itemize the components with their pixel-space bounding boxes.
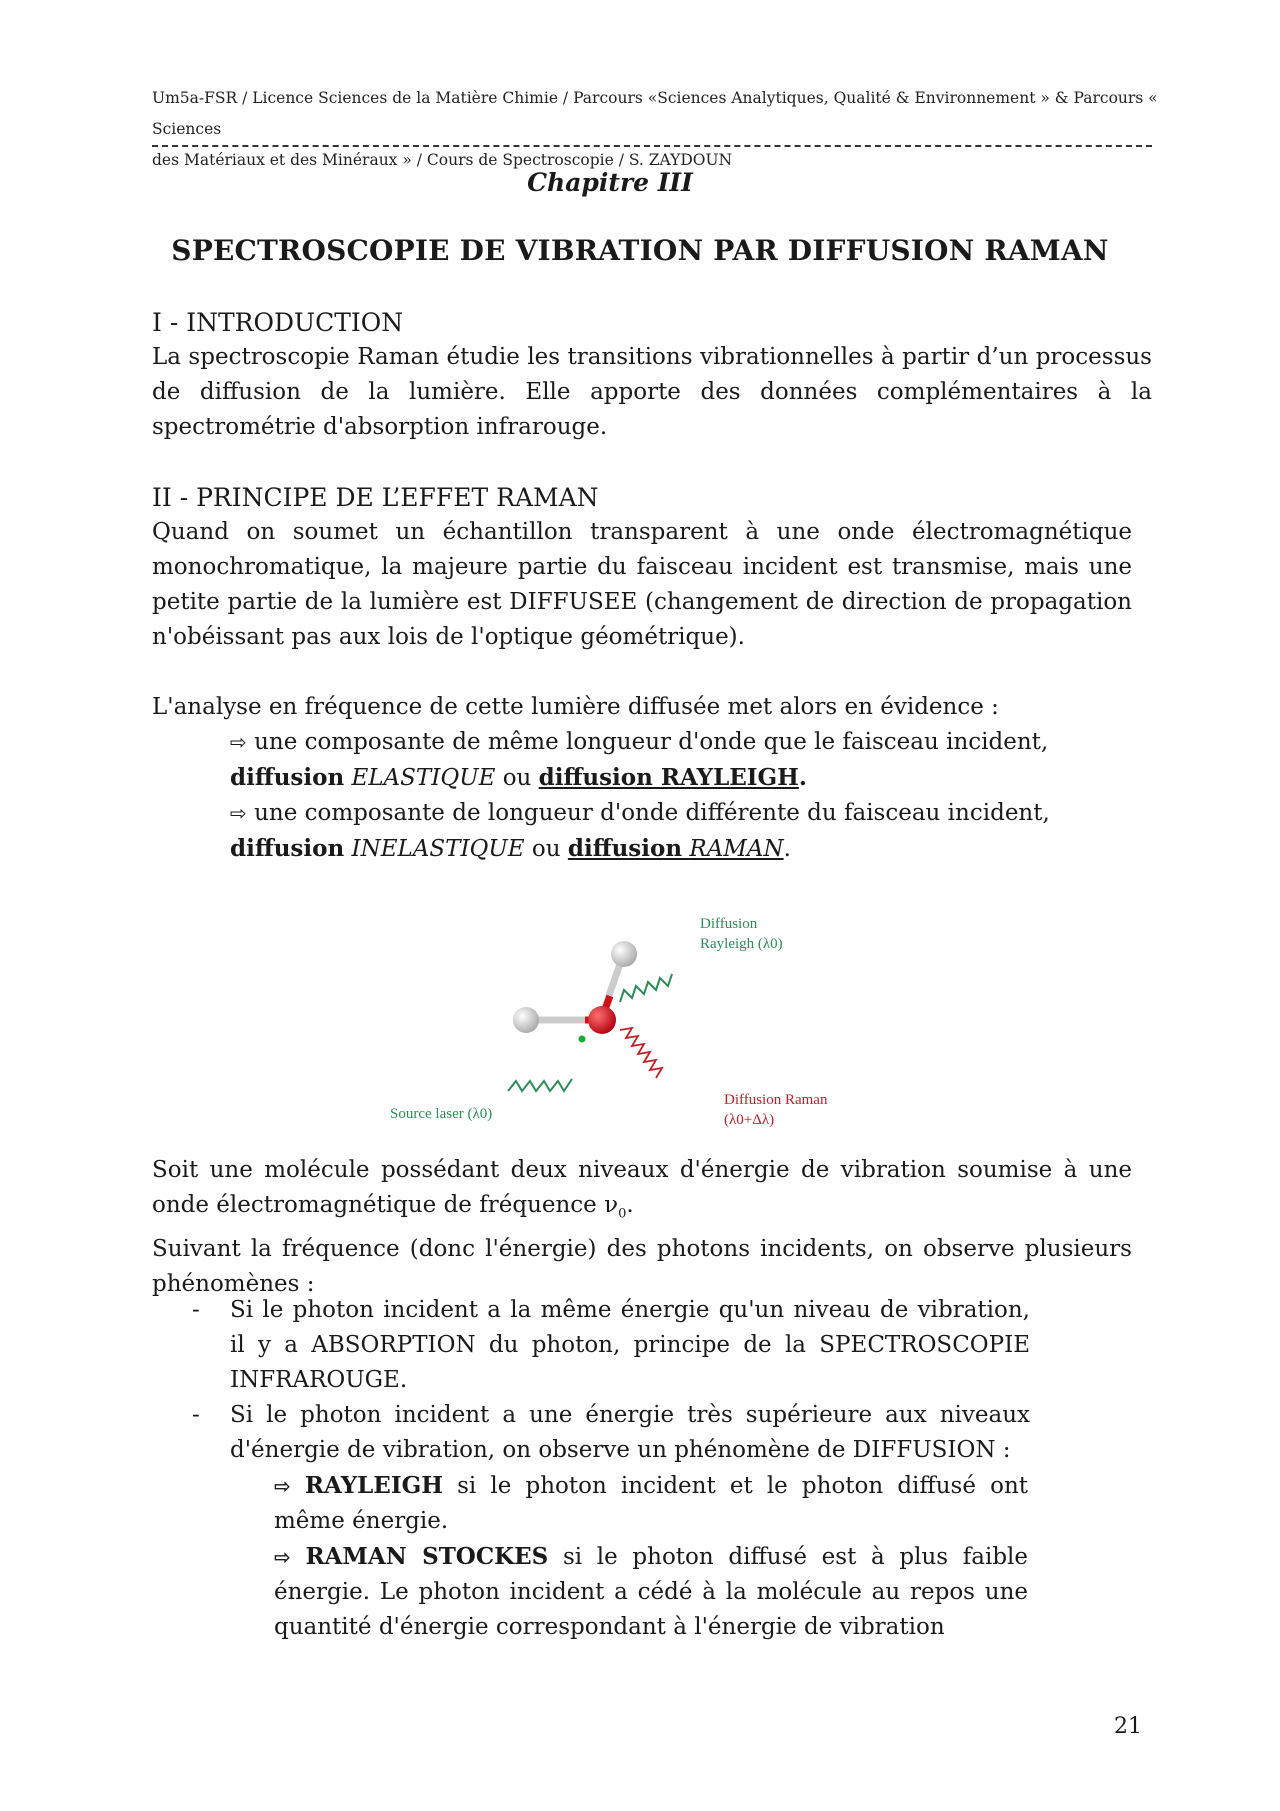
interaction-point bbox=[579, 1036, 586, 1043]
source-laser-label: Source laser (λ0) bbox=[390, 1106, 493, 1122]
phenomenes-paragraph: Suivant la fréquence (donc l'énergie) des photons incidents, on observe plusieurs phénomènes : bbox=[152, 1235, 1132, 1297]
sub-item-raman-term: RAMAN STOCKES bbox=[305, 1543, 549, 1570]
item-raman-term-raman: RAMAN bbox=[689, 836, 784, 862]
analysis-intro: L'analyse en fréquence de cette lumière diffusée met alors en évidence : bbox=[152, 694, 999, 720]
raman-scattering-diagram bbox=[380, 908, 880, 1158]
rayleigh-label-2: Rayleigh (λ0) bbox=[700, 936, 783, 952]
section-principe bbox=[152, 480, 1132, 867]
section-heading-principe: II - PRINCIPE DE L’EFFET RAMAN bbox=[152, 483, 599, 512]
page-number: 21 bbox=[1114, 1714, 1142, 1739]
item-rayleigh-diffusion: diffusion bbox=[230, 764, 345, 791]
item-raman-line1: une composante de longueur d'onde différente du faisceau incident, bbox=[254, 800, 1050, 826]
list-item-absorption bbox=[152, 1293, 1030, 1398]
header-line-1: Um5a-FSR / Licence Sciences de la Matière Chimie / Parcours «Sciences Analytiques, Qualité & Environnement » & Parcours « Sciences bbox=[152, 89, 1158, 138]
arrow-right-icon: ⇨ bbox=[274, 1545, 291, 1569]
raman-label-1: Diffusion Raman bbox=[724, 1092, 828, 1108]
laser-wave bbox=[508, 1079, 572, 1091]
phenomena-list bbox=[152, 1293, 1152, 1645]
sub-item-rayleigh-text: si le photon incident et le photon diffusé ont même énergie. bbox=[274, 1473, 1029, 1534]
section-introduction bbox=[152, 305, 1152, 445]
item-rayleigh-line1: une composante de même longueur d'onde que le faisceau incident, bbox=[254, 729, 1049, 755]
sub-item-raman-stockes bbox=[152, 1539, 1028, 1645]
list-item-diffusion-text: Si le photon incident a une énergie très supérieure aux niveaux d'énergie de vibration, on observe un phénomène de DIFFUSION : bbox=[230, 1402, 1030, 1463]
nu-subscript: 0 bbox=[618, 1206, 627, 1222]
item-rayleigh-elastique: ELASTIQUE bbox=[351, 765, 496, 791]
running-header bbox=[152, 83, 1202, 176]
item-rayleigh-end: . bbox=[798, 764, 807, 791]
sub-item-rayleigh bbox=[152, 1468, 1028, 1539]
section-phenomenes bbox=[152, 1153, 1132, 1302]
list-dash: - bbox=[192, 1402, 200, 1428]
oxygen-atom bbox=[588, 1006, 616, 1034]
arrow-right-icon: ⇨ bbox=[230, 801, 247, 825]
principe-paragraph: Quand on soumet un échantillon transparent à une onde électromagnétique monochromatique, la majeure partie du faisceau incident est transmise, mais une petite partie de la lumière est DIFFUSEE (changement de direction de propagation n'obéissant pas aux lois de l'optique géométrique). bbox=[152, 519, 1132, 650]
molecule-paragraph-text: Soit une molécule possédant deux niveaux d'énergie de vibration soumise à une onde électromagnétique de fréquence ν bbox=[152, 1157, 1132, 1218]
item-rayleigh-term: diffusion RAYLEIGH bbox=[538, 764, 799, 791]
raman-label-2: (λ0+Δλ) bbox=[724, 1112, 775, 1128]
molecule-paragraph bbox=[152, 1153, 1132, 1232]
section-heading-introduction: I - INTRODUCTION bbox=[152, 308, 404, 337]
sub-item-rayleigh-term: RAYLEIGH bbox=[304, 1472, 443, 1499]
chapter-label: Chapitre III bbox=[527, 168, 693, 197]
hydrogen-atom-top bbox=[611, 941, 637, 967]
item-raman-term bbox=[568, 836, 784, 862]
raman-wave bbox=[620, 1028, 662, 1078]
item-rayleigh-ou: ou bbox=[502, 765, 532, 791]
item-raman-ou: ou bbox=[531, 836, 561, 862]
item-raman bbox=[152, 796, 1132, 867]
hydrogen-atom-left bbox=[513, 1007, 539, 1033]
rayleigh-label-1: Diffusion bbox=[700, 916, 758, 932]
page-title: SPECTROSCOPIE DE VIBRATION PAR DIFFUSION RAMAN bbox=[171, 234, 1109, 267]
item-rayleigh bbox=[152, 725, 1132, 796]
header-separator bbox=[152, 145, 1152, 149]
item-raman-inelastique: INELASTIQUE bbox=[351, 836, 525, 862]
list-item-diffusion bbox=[152, 1398, 1030, 1468]
sub-item-raman-text: si le photon diffusé est à plus faible énergie. Le photon incident a cédé à la molécule au repos une quantité d'énergie correspondant à l'énergie de vibration bbox=[274, 1544, 1029, 1640]
header-line-2: des Matériaux et des Minéraux » / Cours de Spectroscopie / S. ZAYDOUN bbox=[152, 151, 733, 169]
item-raman-end: . bbox=[783, 836, 791, 862]
list-dash: - bbox=[192, 1297, 200, 1323]
introduction-paragraph: La spectroscopie Raman étudie les transitions vibrationnelles à partir d’un processus de diffusion de la lumière. Elle apporte des données complémentaires à la spectrométrie d'absorption infrarouge. bbox=[152, 344, 1152, 440]
molecule-paragraph-end: . bbox=[626, 1192, 634, 1218]
rayleigh-wave bbox=[620, 974, 672, 1002]
item-raman-diffusion: diffusion bbox=[230, 835, 345, 862]
arrow-right-icon: ⇨ bbox=[230, 730, 247, 754]
arrow-right-icon: ⇨ bbox=[274, 1474, 291, 1498]
list-item-absorption-text: Si le photon incident a la même énergie qu'un niveau de vibration, il y a ABSORPTION du photon, principe de la SPECTROSCOPIE INFRAROUGE. bbox=[230, 1297, 1030, 1393]
item-raman-term-diffusion: diffusion bbox=[567, 835, 683, 862]
